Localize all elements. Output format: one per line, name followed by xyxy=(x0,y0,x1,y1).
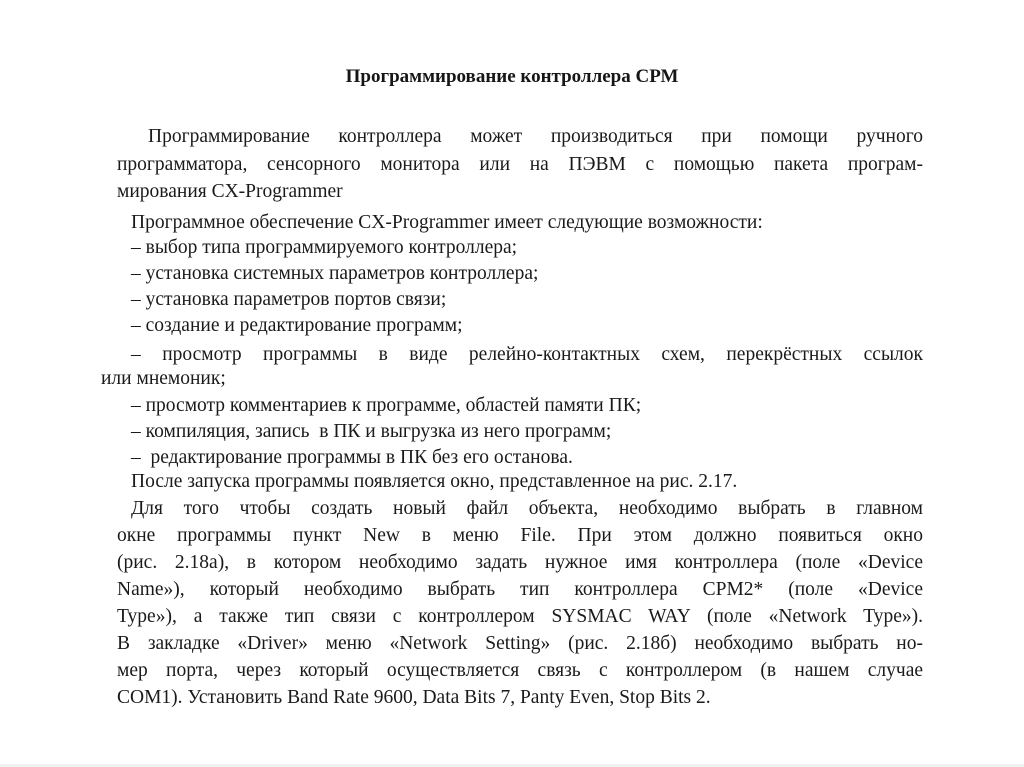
feature-item: – установка системных параметров контроллера; xyxy=(131,263,539,284)
feature-item: – редактирование программы в ПК без его останова. xyxy=(131,447,573,468)
feature-item: – установка параметров портов связи; xyxy=(131,289,447,310)
feature-item-continuation: или мнемоник; xyxy=(101,368,226,389)
body-line-3: (рис. 2.18а), в котором необходимо задать нужное имя контроллера (поле «Device xyxy=(117,552,923,573)
body-line-1: Для того чтобы создать новый файл объекта, необходимо выбрать в главном xyxy=(131,498,923,519)
body-line-7: мер порта, через который осуществляется связь с контроллером (в нашем случае xyxy=(117,660,923,681)
feature-item: – компиляция, запись в ПК и выгрузка из него программ; xyxy=(131,421,612,442)
body-line-5: Type»), а также тип связи с контроллером SYSMAC WAY (поле «Network Type»). xyxy=(117,606,923,627)
intro-line-1: Программирование контроллера может производиться при помощи ручного xyxy=(148,126,923,147)
body-line-6: В закладке «Driver» меню «Network Setting» (рис. 2.18б) необходимо выбрать но- xyxy=(117,633,923,654)
features-intro: Программное обеспечение CX-Programmer имеет следующие возможности: xyxy=(131,212,763,233)
feature-item: – создание и редактирование программ; xyxy=(131,315,463,336)
feature-item: – выбор типа программируемого контроллера; xyxy=(131,237,518,258)
feature-item: – просмотр комментариев к программе, областей памяти ПК; xyxy=(131,395,642,416)
body-line-4: Name»), который необходимо выбрать тип контроллера CPM2* (поле «Device xyxy=(117,579,923,600)
body-line-2: окне программы пункт New в меню File. При этом должно появиться окно xyxy=(117,525,923,546)
body-line-8: COM1). Установить Band Rate 9600, Data Bits 7, Panty Even, Stop Bits 2. xyxy=(117,687,711,708)
intro-line-3: мирования CX-Programmer xyxy=(117,181,343,202)
intro-line-2: программатора, сенсорного монитора или на ПЭВМ с помощью пакета програм- xyxy=(117,154,923,175)
document-title: Программирование контроллера СРМ xyxy=(345,66,679,87)
after-launch-text: После запуска программы появляется окно, представленное на рис. 2.17. xyxy=(131,471,738,492)
feature-item: – просмотр программы в виде релейно-контактных схем, перекрёстных ссылок xyxy=(131,344,923,365)
